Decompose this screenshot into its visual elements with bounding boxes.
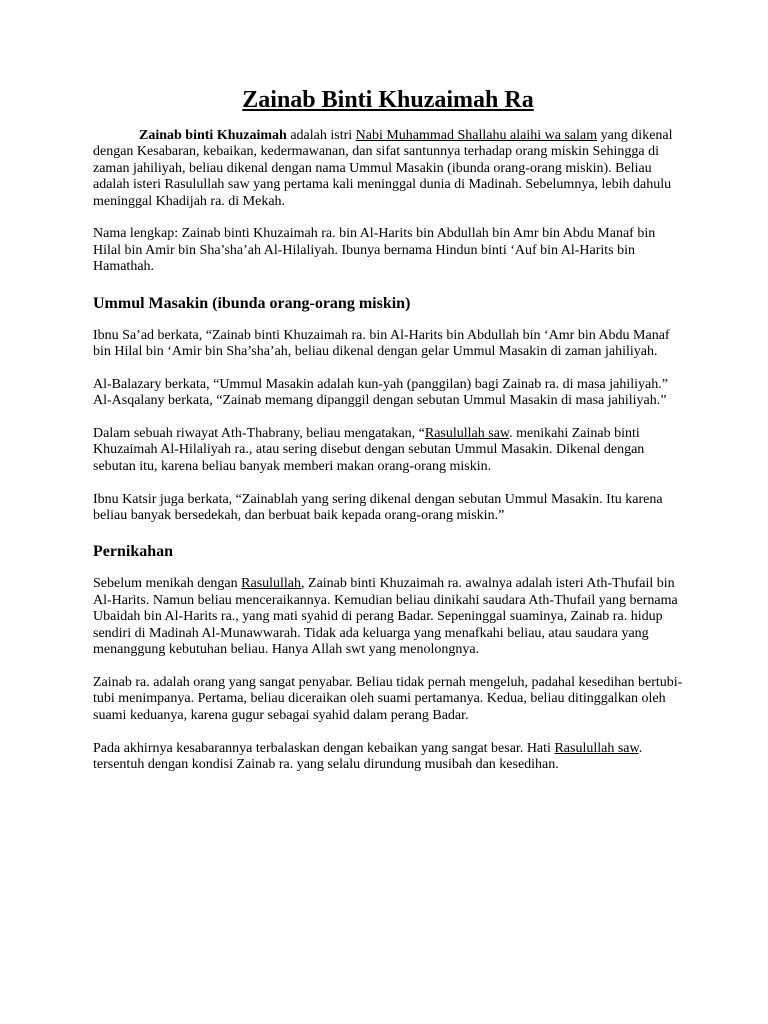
section-2-p1-post: , Zainab binti Khuzaimah ra. awalnya adalah isteri Ath-Thufail bin Al-Harits. Namun beliau menceraikannya. Kemudian beliau dinikahi saudara Ath-Thufail yang bernama Ubaidah bin Al-Harits ra., yang mati syahid di perang Badar. Sepeninggal suaminya, Zainab ra. hidup sendiri di Madinah Al-Munawwarah. Tidak ada keluarga yang menafkahi beliau, atau saudara yang menanggung kebutuhan beliau. Hanya Allah swt yang menolongnya.: [93, 576, 678, 658]
section-heading-ummul-masakin: Ummul Masakin (ibunda orang-orang miskin): [93, 294, 411, 312]
rasulullah-saw-link[interactable]: Rasulullah saw: [424, 426, 510, 442]
document-title: Zainab Binti Khuzaimah Ra: [242, 87, 534, 113]
section-1-paragraph-4: Ibnu Katsir juga berkata, “Zainablah yang sering dikenal dengan sebutan Ummul Masakin. Itu karena beliau banyak bersedekah, dan berbuat baik kepada orang-orang miskin.”: [93, 491, 663, 524]
section-2-paragraph-2: Zainab ra. adalah orang yang sangat penyabar. Beliau tidak pernah mengeluh, padahal kesedihan bertubi-tubi menimpanya. Pertama, beliau diceraikan oleh suami pertamanya. Kedua, beliau ditinggalkan oleh suami keduanya, karena gugur sebagai syahid dalam perang Badar.: [93, 674, 683, 723]
rasulullah-link[interactable]: Rasulullah: [241, 576, 302, 592]
rasulullah-saw-link-2[interactable]: Rasulullah saw: [554, 740, 639, 756]
section-1-p3-post: . menikahi Zainab binti Khuzaimah Al-Hilaliyah ra., atau sering disebut dengan sebutan Ummul Masakin. Dikenal dengan sebutan itu, karena beliau banyak memberi makan orang-orang miskin.: [93, 426, 645, 474]
lineage-paragraph: Nama lengkap: Zainab binti Khuzaimah ra. bin Al-Harits bin Abdullah bin Amr bin Abdu Manaf bin Hilal bin Amir bin Sha’sha’ah Al-Hilaliyah. Ibunya bernama Hindun binti ‘Auf bin Al-Harits bin Hamathah.: [93, 226, 656, 275]
document-body: [93, 86, 683, 790]
section-1-paragraph-1: Ibnu Sa’ad berkata, “Zainab binti Khuzaimah ra. bin Al-Harits bin Abdullah bin ‘Amr bin Abdu Manaf bin Hilal bin ‘Amir bin Sha’sha’ah, beliau dikenal dengan gelar Ummul Masakin di zaman jahiliyah.: [93, 327, 670, 360]
section-2-p1-pre: Sebelum menikah dengan: [93, 576, 242, 592]
nabi-link[interactable]: Nabi Muhammad Shallahu alaihi wa salam: [355, 128, 598, 143]
section-2-paragraph-3: [93, 741, 683, 774]
intro-text-1: adalah istri: [286, 128, 356, 143]
section-2-p3-post: . tersentuh dengan kondisi Zainab ra. yang selalu dirundung musibah dan kesedihan.: [93, 740, 643, 772]
intro-paragraph: [93, 128, 683, 210]
section-heading-pernikahan: Pernikahan: [93, 543, 174, 561]
section-1-p3-pre: Dalam sebuah riwayat Ath-Thabrany, beliau mengatakan, “: [93, 426, 425, 442]
intro-text-2: yang dikenal dengan Kesabaran, kebaikan, kedermawanan, dan sifat santunnya terhadap orang miskin Sehingga di zaman jahiliyah, beliau dikenal dengan nama Ummul Masakin (ibunda orang-orang miskin). Beliau adalah isteri Rasulullah saw yang pertama kali meninggal dunia di Madinah. Sebelumnya, lebih dahulu meninggal Khadijah ra. di Mekah.: [93, 128, 673, 209]
section-1-paragraph-3: [93, 426, 683, 475]
section-1-paragraph-2: Al-Balazary berkata, “Ummul Masakin adalah kun-yah (panggilan) bagi Zainab ra. di masa jahiliyah.” Al-Asqalany berkata, “Zainab memang dipanggil dengan sebutan Ummul Masakin di masa jahiliyah.”: [93, 376, 668, 409]
section-2-p3-pre: Pada akhirnya kesabarannya terbalaskan dengan kebaikan yang sangat besar. Hati: [93, 740, 555, 756]
intro-name: Zainab binti Khuzaimah: [139, 128, 287, 143]
section-2-paragraph-1: [93, 576, 683, 658]
